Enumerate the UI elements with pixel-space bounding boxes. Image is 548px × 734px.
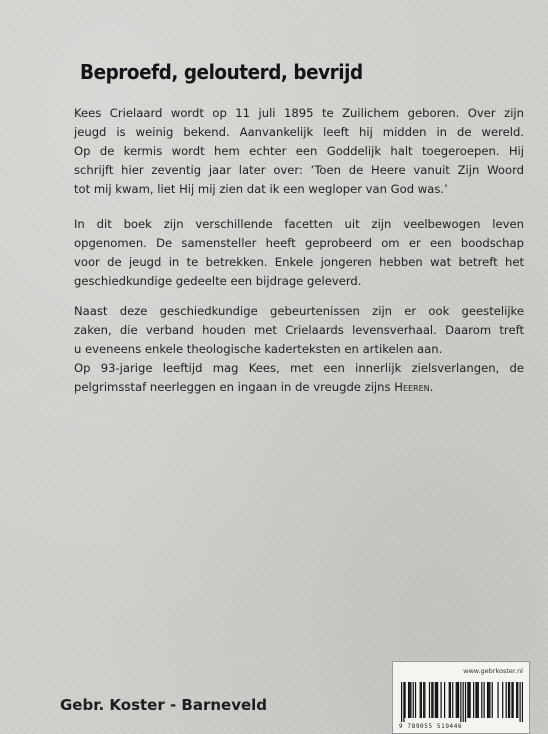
- barcode-bar: [481, 682, 482, 718]
- barcode-bar: [435, 682, 436, 718]
- barcode-bar: [452, 682, 453, 718]
- paragraph-spiritual-matters: [74, 302, 524, 397]
- barcode-bar: [467, 682, 468, 718]
- barcode-bar: [408, 682, 409, 718]
- barcode-bar: [436, 682, 437, 718]
- text-line: u eveneens enkele theologische kaderteksten en artikelen aan.: [74, 342, 443, 356]
- isbn-digits: 9 789055 519446: [399, 723, 463, 730]
- barcode-bar: [432, 682, 433, 718]
- barcode-bar: [421, 682, 422, 718]
- barcode-label: [392, 661, 530, 734]
- barcode-bar: [477, 682, 478, 718]
- barcode-bar: [424, 682, 425, 718]
- barcode-bar: [409, 682, 410, 718]
- barcode-bar: [484, 682, 485, 718]
- barcode-bar: [487, 682, 488, 718]
- publisher-url: www.gebrkoster.nl: [463, 667, 523, 675]
- barcode-bar: [522, 682, 523, 722]
- barcode-bar: [420, 682, 421, 718]
- text-line: Op 93-jarige leeftijd mag Kees, met een innerlijk zielsverlangen, de: [74, 361, 524, 375]
- barcode-bar: [475, 682, 476, 718]
- barcode-bar: [410, 682, 411, 718]
- barcode-bar: [415, 682, 416, 718]
- barcode-bar: [488, 682, 489, 718]
- barcode-bar: [423, 682, 424, 718]
- barcode-bar: [444, 682, 445, 718]
- publisher-name: Gebr. Koster - Barneveld: [60, 696, 268, 714]
- barcode-bar: [431, 682, 432, 718]
- barcode-bar: [449, 682, 450, 718]
- barcode-bar: [429, 682, 430, 718]
- barcode-bar: [456, 682, 457, 718]
- barcode-bar: [502, 682, 503, 718]
- barcode-bar: [465, 682, 466, 722]
- text-line: Naast deze geschiedkundige gebeurtenissen zijn er ook geestelijke: [74, 304, 524, 318]
- barcode-bar: [401, 682, 402, 722]
- barcode-bar: [404, 682, 405, 718]
- barcode-bar: [497, 682, 498, 718]
- text-line: zaken, die verband houden met Crielaards levensverhaal. Daarom treft: [74, 323, 524, 337]
- barcode-bar: [508, 682, 509, 718]
- text-line: jeugd is weinig bekend. Aanvankelijk leeft hij midden in de wereld.: [74, 125, 524, 139]
- barcode-bar: [413, 682, 414, 718]
- text-fragment: .: [429, 380, 434, 394]
- text-line: In dit boek zijn verschillende facetten uit zijn veelbewogen leven: [74, 217, 524, 231]
- text-fragment-smallcaps: Heeren: [394, 380, 430, 394]
- barcode-bar: [489, 682, 490, 718]
- barcode-bar: [509, 682, 510, 718]
- barcode-bar: [463, 682, 464, 722]
- barcode-bar: [403, 682, 404, 722]
- barcode-bar: [511, 682, 512, 718]
- barcode-bar: [460, 682, 461, 722]
- book-title: Beproefd, gelouterd, bevrijd: [80, 60, 363, 84]
- barcode-bar: [437, 682, 438, 718]
- text-line: schrijft hier zeventig jaar later over: ‘Toen de Heere vanuit Zijn Woord: [74, 163, 524, 177]
- barcode-bar: [520, 682, 521, 722]
- barcode-bar: [457, 682, 458, 718]
- barcode-bar: [441, 682, 442, 718]
- barcode-bar: [513, 682, 514, 718]
- text-line: geschiedkundige gedeelte een bijdrage geleverd.: [74, 274, 362, 288]
- paragraph-biography: [74, 104, 524, 199]
- barcode-bar: [450, 682, 451, 718]
- barcode-bar: [458, 682, 459, 718]
- text-line: opgenomen. De samensteller heeft geprobeerd om er een boodschap: [74, 236, 524, 250]
- barcode-bar: [517, 682, 518, 718]
- barcode-bar: [516, 682, 517, 718]
- barcode-bar: [468, 682, 469, 718]
- text-line: Op de kermis wordt hem echter een Goddelijk halt toegeroepen. Hij: [74, 144, 524, 158]
- barcode-bar: [506, 682, 507, 718]
- text-line-final: [74, 378, 524, 397]
- text-line: Kees Crielaard wordt op 11 juli 1895 te Zuilichem geboren. Over zijn: [74, 106, 524, 120]
- text-line: voor de jeugd in te betrekken. Enkele jongeren hebben wat betreft het: [74, 255, 524, 269]
- barcode-bar: [470, 682, 471, 718]
- text-fragment: pelgrimsstaf neerleggen en ingaan in de vreugde zijns: [74, 380, 395, 394]
- barcode-bar: [473, 682, 474, 718]
- barcode-bar: [478, 682, 479, 718]
- paragraph-book-contents: [74, 215, 524, 291]
- barcode-icon: [401, 682, 523, 722]
- barcode-bar: [492, 682, 493, 718]
- text-line: tot mij kwam, liet Hij mij zien dat ik een wegloper van God was.’: [74, 182, 448, 196]
